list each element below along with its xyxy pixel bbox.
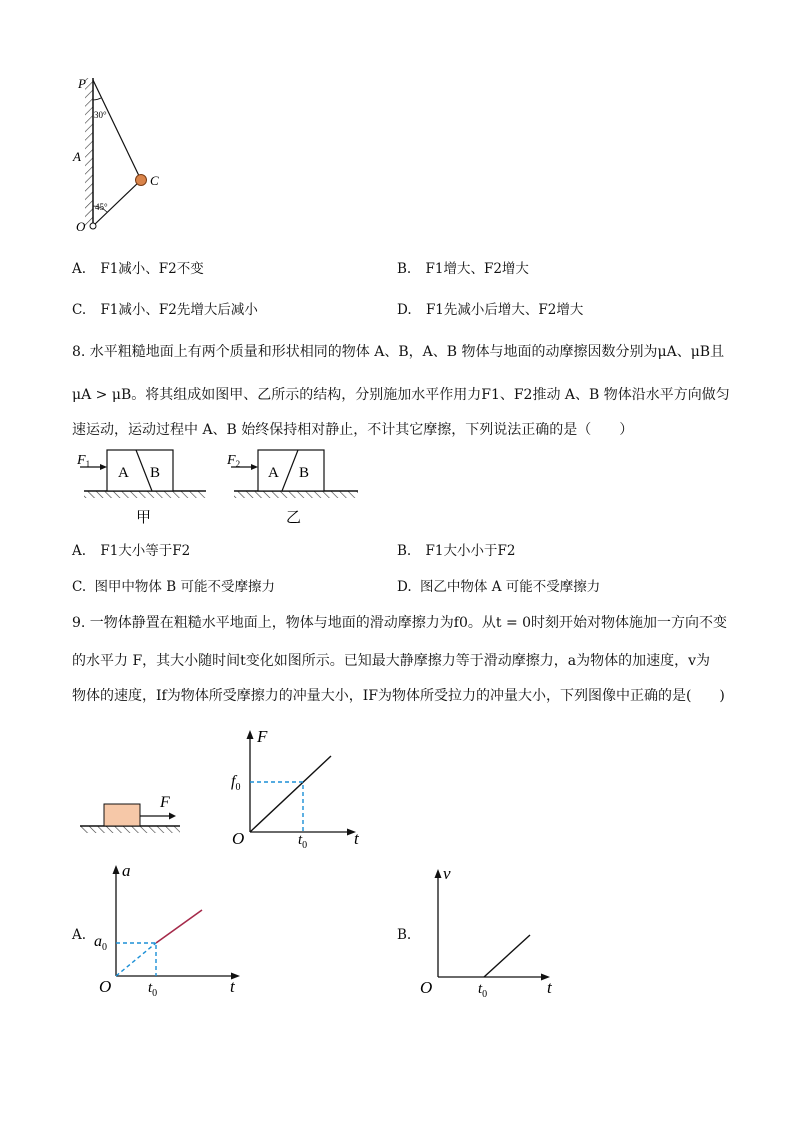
q9-option-a-graph <box>90 858 260 1004</box>
option-letter: B. <box>397 261 412 277</box>
q9-option-a-letter: A. <box>72 927 87 943</box>
label-a: A <box>73 149 81 164</box>
ground-hatch <box>234 491 358 498</box>
option-letter: A. <box>72 261 87 277</box>
q8-option-d <box>397 576 600 598</box>
block-b: B <box>299 465 310 481</box>
force-arrowhead <box>251 464 258 470</box>
a-line <box>156 910 202 943</box>
v-line <box>484 935 530 977</box>
option-text: F1减小、F2先增大后减小 <box>100 302 258 318</box>
q8-stem-line-3: 速运动，运动过程中 A、B 始终保持相对静止，不计其它摩擦，下列说法正确的是（ ） <box>72 422 634 438</box>
q7-option-b <box>397 258 529 280</box>
ball-c <box>136 175 147 186</box>
q8-option-a <box>72 540 190 562</box>
q7-option-a <box>72 258 204 280</box>
wall-hatch <box>85 78 93 228</box>
origin: O <box>420 978 433 997</box>
option-letter: D. <box>397 302 412 318</box>
block <box>104 804 140 826</box>
ground-hatch <box>80 826 180 833</box>
x-label: t <box>230 977 235 996</box>
option-text: F1大小等于F2 <box>100 543 191 559</box>
block-a: A <box>268 465 279 481</box>
q9-ft-graph <box>226 726 368 852</box>
y-label: a <box>122 861 131 880</box>
option-text: F1大小小于F2 <box>425 543 516 559</box>
force-label: $F_1$ <box>77 453 91 469</box>
option-text: F1减小、F2不变 <box>100 261 204 277</box>
angle-top: 30° <box>94 110 107 120</box>
q8-option-c <box>72 576 275 598</box>
caption-jia: 甲 <box>136 508 152 526</box>
f-line <box>250 756 331 832</box>
x-mark: $t_0$ <box>298 832 308 851</box>
q9-stem-line-3: 物体的速度，If为物体所受摩擦力的冲量大小，IF为物体所受拉力的冲量大小，下列图像中正确的是( ) <box>72 688 725 704</box>
rope-pc <box>93 80 141 180</box>
q7-option-d <box>397 299 583 321</box>
y-mark: $a_0$ <box>94 933 107 953</box>
option-text: F1先减小后增大、F2增大 <box>425 302 584 318</box>
q8-figure-jia <box>74 444 214 528</box>
force-label: $F_2$ <box>227 453 241 469</box>
option-text: F1增大、F2增大 <box>425 261 529 277</box>
q9-stem-line-2: 的水平力 F，其大小随时间t变化如图所示。已知最大静摩擦力等于滑动摩擦力，a为物体的加速度，v为 <box>72 653 711 669</box>
angle-arc-top <box>93 98 101 100</box>
q9-block-figure <box>74 786 184 836</box>
x-mark: $t_0$ <box>478 981 488 1000</box>
q8-option-b <box>397 540 515 562</box>
x-mark: $t_0$ <box>148 980 158 999</box>
block-pair <box>107 450 173 491</box>
option-letter: A. <box>72 543 87 559</box>
dashed-diagonal <box>116 943 156 976</box>
hinge-o <box>90 223 96 229</box>
y-arrowhead <box>435 869 442 878</box>
option-text: 图乙中物体 A 可能不受摩擦力 <box>419 579 601 595</box>
option-letter: C. <box>72 302 87 318</box>
ground-hatch <box>84 491 206 498</box>
option-text: 图甲中物体 B 可能不受摩擦力 <box>94 579 275 595</box>
label-p: P <box>78 76 86 91</box>
q9-option-b-letter: B. <box>397 927 412 943</box>
q7-figure <box>70 70 170 240</box>
q8-stem-line-1: 8. 水平粗糙地面上有两个质量和形状相同的物体 A、B，A、B 物体与地面的动摩擦因数分别为μA、μB且 <box>72 344 725 360</box>
x-label: t <box>354 829 359 848</box>
option-letter: C. <box>72 579 87 595</box>
y-label: F <box>257 727 268 746</box>
q8-stem-line-2: μA > μB。将其组成如图甲、乙所示的结构，分别施加水平作用力F1、F2推动 A、B 物体沿水平方向做匀 <box>72 387 730 403</box>
y-arrowhead <box>247 730 254 739</box>
q9-option-b-graph <box>412 862 572 1002</box>
angle-bottom: 45° <box>95 202 108 212</box>
force-arrowhead <box>100 464 107 470</box>
force-label: F <box>160 794 170 811</box>
label-o: O <box>76 219 86 234</box>
x-label: t <box>547 978 552 997</box>
caption-yi: 乙 <box>286 508 302 526</box>
block-b: B <box>150 465 161 481</box>
option-letter: B. <box>397 543 412 559</box>
block-a: A <box>118 465 129 481</box>
y-label: v <box>443 864 451 883</box>
origin: O <box>99 977 112 996</box>
force-arrowhead <box>169 813 176 820</box>
q8-figure-yi <box>224 444 364 528</box>
y-mark: $f_0$ <box>231 773 241 793</box>
q9-stem-line-1: 9. 一物体静置在粗糙水平地面上，物体与地面的滑动摩擦力为f0。从t = 0时刻开始对物体施加一方向不变 <box>72 615 728 631</box>
q7-option-c <box>72 299 258 321</box>
y-arrowhead <box>113 865 120 874</box>
origin: O <box>232 829 245 848</box>
label-c: C <box>150 173 159 188</box>
option-letter: D. <box>397 579 412 595</box>
